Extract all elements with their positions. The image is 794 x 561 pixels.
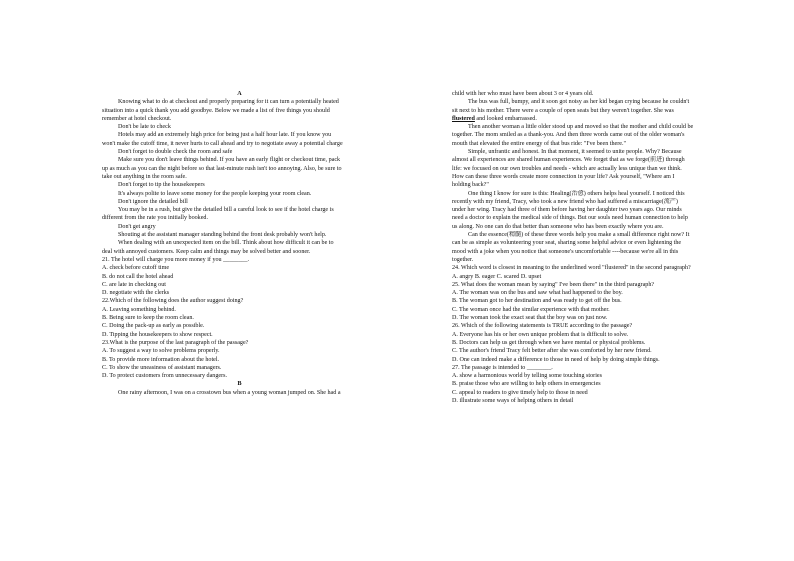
text-line: Then another woman a little older stood up and moved so that the mother and child could be	[468, 124, 694, 131]
section-b-heading: B	[237, 381, 242, 388]
text-line: 21. The hotel will charge you more money if you ________.	[102, 256, 250, 263]
text-line: Make sure you don't leave things behind. If you have an early flight or checkout time, pack	[118, 157, 341, 164]
text-line: Can the essence(精髓) of these three words help you make a small difference right now? It	[468, 232, 690, 239]
text-line: C. The author's friend Tracy felt better after she was comforted by her new friend.	[452, 348, 652, 355]
text-line: It's always polite to leave some money for the people keeping your room clean.	[118, 190, 312, 197]
text-line: C. are late in checking out	[102, 281, 166, 288]
text-line: Don't forget to tip the housekeepers	[118, 182, 205, 189]
text-line: 23.What is the purpose of the last paragraph of the passage?	[102, 339, 249, 346]
text-line: A. check before cutoff time	[102, 265, 170, 272]
text-line: Knowing what to do at checkout and properly preparing for it can turn a potentially heated	[118, 99, 339, 106]
text-line: Don't ignore the detailed bill	[118, 198, 188, 205]
text-line: life: we focused on our own troubles and needs - which are actually less unique than we think.	[452, 165, 682, 172]
text-line: One rainy afternoon, I was on a crosstown bus when a young woman jumped on. She had a	[118, 389, 341, 396]
text-line: holding back?"	[452, 182, 489, 189]
text-line: 22.Which of the following does the author suggest doing?	[102, 298, 244, 305]
text-line: C. appeal to readers to give timely help to those in need	[452, 389, 588, 396]
text-line: B. To provide more information about the hotel.	[102, 356, 220, 363]
text-line: almost all experiences are shared human experiences. We forget that as we forge(前进) through	[452, 157, 685, 164]
text-line: B. Being sure to keep the room clean.	[102, 315, 194, 322]
text-line: C. To show the uneasiness of assistant managers.	[102, 364, 222, 371]
text-line: C. The woman once had the similar experience with that mother.	[452, 306, 610, 313]
text-line: C. Doing the pack-up as early as possible.	[102, 323, 205, 330]
text-line: 27. The passage is intended to ________.	[452, 364, 553, 371]
text-line: us along. No one can do that better than someone who has been exactly where you are.	[452, 223, 664, 230]
text-line: D. The woman took the exact seat that the boy was on just now.	[452, 315, 608, 322]
text-line: Don't be late to check	[118, 124, 171, 131]
section-b-intro	[102, 389, 377, 397]
text-line: child with her who must have been about 3 or 4 years old.	[452, 91, 594, 97]
text-line: Simple, unfrantic and honest. In that moment, it seemed to unite people. Why? Because	[468, 149, 682, 156]
text-line: remember at hotel checkout.	[102, 115, 172, 122]
text-line: D. Tipping the housekeepers to show respect.	[102, 331, 213, 338]
text-line: deal with annoyed customers. Keep calm and things may be solved better and sooner.	[102, 248, 311, 255]
text-line: A. Everyone has his or her own unique problem that is difficult to solve.	[452, 331, 629, 338]
text-line: B. Doctors can help us get through when we have mental or physical problems.	[452, 339, 646, 346]
text-line: You may be in a rush, but give the detailed bill a careful look to see if the hotel charge is	[118, 207, 334, 214]
text-line: B. do not call the hotel ahead	[102, 273, 174, 280]
right-column	[452, 90, 704, 405]
section-b-text	[452, 90, 704, 405]
text-line: Don't forget to double check the room and safe	[118, 149, 233, 156]
text-line: How can these three words create more connection in your life? Ask yourself, "Where am I	[452, 173, 675, 180]
text-line: D. negotiate with the clerks	[102, 290, 170, 297]
text-line: A. angry B. eager C. scared D. upset	[452, 273, 542, 280]
text-line: Shouting at the assistant manager standing behind the front desk probably won't help.	[118, 232, 327, 239]
text-line: When dealing with an unexpected item on the bill. Think about how difficult it can be to	[118, 240, 334, 247]
left-column	[102, 90, 377, 397]
text-line: need a doctor to explain the medical side of things. But our souls need human connection to help	[452, 215, 688, 222]
text-line: A. show a harmonious world by telling some touching stories	[452, 373, 602, 380]
text-line: B. The woman got to her destination and was ready to get off the bus.	[452, 298, 622, 305]
text-line: One thing I know for sure is this: Healing(治愈) others helps heal yourself. I noticed this	[468, 190, 685, 197]
text-line: mouth that elevated the entire energy of that bus ride: "I've been there."	[452, 140, 626, 147]
text-line: together. The mom smiled as a thank-you. And then three words came out of the older woman's	[452, 132, 685, 139]
text-line: up as much as you can the night before so that last-minute rush isn't too annoying. Also, be sure to	[102, 165, 342, 172]
text-line: mood with a joke when you notice that someone's uncomfortable ----because we're all in this	[452, 248, 679, 255]
text-line: sit next to his mother. There were a couple of open seats but they weren't together. She was	[452, 107, 674, 114]
text-line: Don't get angry	[118, 223, 156, 230]
text-line: won't make the cutoff time, it never hurts to call ahead and try to negotiate away a potential charge	[102, 140, 343, 147]
text-line: 26. Which of the following statements is TRUE according to the passage?	[452, 323, 633, 330]
text-line: 24. Which word is closest in meaning to the underlined word "flustered" in the second paragraph?	[452, 265, 691, 272]
text-line: flustered and looked embarrassed.	[452, 115, 537, 122]
text-line: A. Leaving something behind.	[102, 306, 176, 313]
text-line: 25. What does the woman mean by saying" I've been there" in the third paragraph?	[452, 281, 655, 288]
underlined-keyword: flustered	[452, 115, 475, 122]
text-line: D. illustrate some ways of helping others in detail	[452, 397, 574, 404]
text-line: together.	[452, 256, 474, 263]
section-a-heading: A	[237, 91, 242, 97]
text-line: B. praise those who are willing to help others in emergencies	[452, 381, 601, 388]
section-a-text	[102, 98, 377, 380]
text-line: different from the rate you initially booked.	[102, 215, 208, 222]
text-line: The bus was full, bumpy, and it soon got noisy as her kid began crying because he couldn't	[468, 99, 690, 106]
text-line: under her wing. Tracy had three of them before having her daughter two years ago. Our minds	[452, 207, 682, 214]
text-line: can be as simple as volunteering your seat, sharing some helpful advice or even lightening the	[452, 240, 682, 247]
text-line: situation into a quick thank you add goodbye. Below we made a list of five things you should	[102, 107, 330, 114]
text-line: A. To suggest a way to solve problems properly.	[102, 348, 220, 355]
text-line: recently with my friend, Tracy, who took a new friend who had suffered a miscarriage(流产)	[452, 198, 678, 205]
text-line: take out anything in the room safe.	[102, 173, 187, 180]
text-line: Hotels may add an extremely high price for being just a half hour late. If you know you	[118, 132, 332, 139]
text-line: D. One can indeed make a difference to those in need of help by doing simple things.	[452, 356, 660, 363]
text-line: D. To protect customers from unnecessary dangers.	[102, 373, 228, 380]
text-line: A. The woman was on the bus and saw what had happened to the boy.	[452, 290, 623, 297]
